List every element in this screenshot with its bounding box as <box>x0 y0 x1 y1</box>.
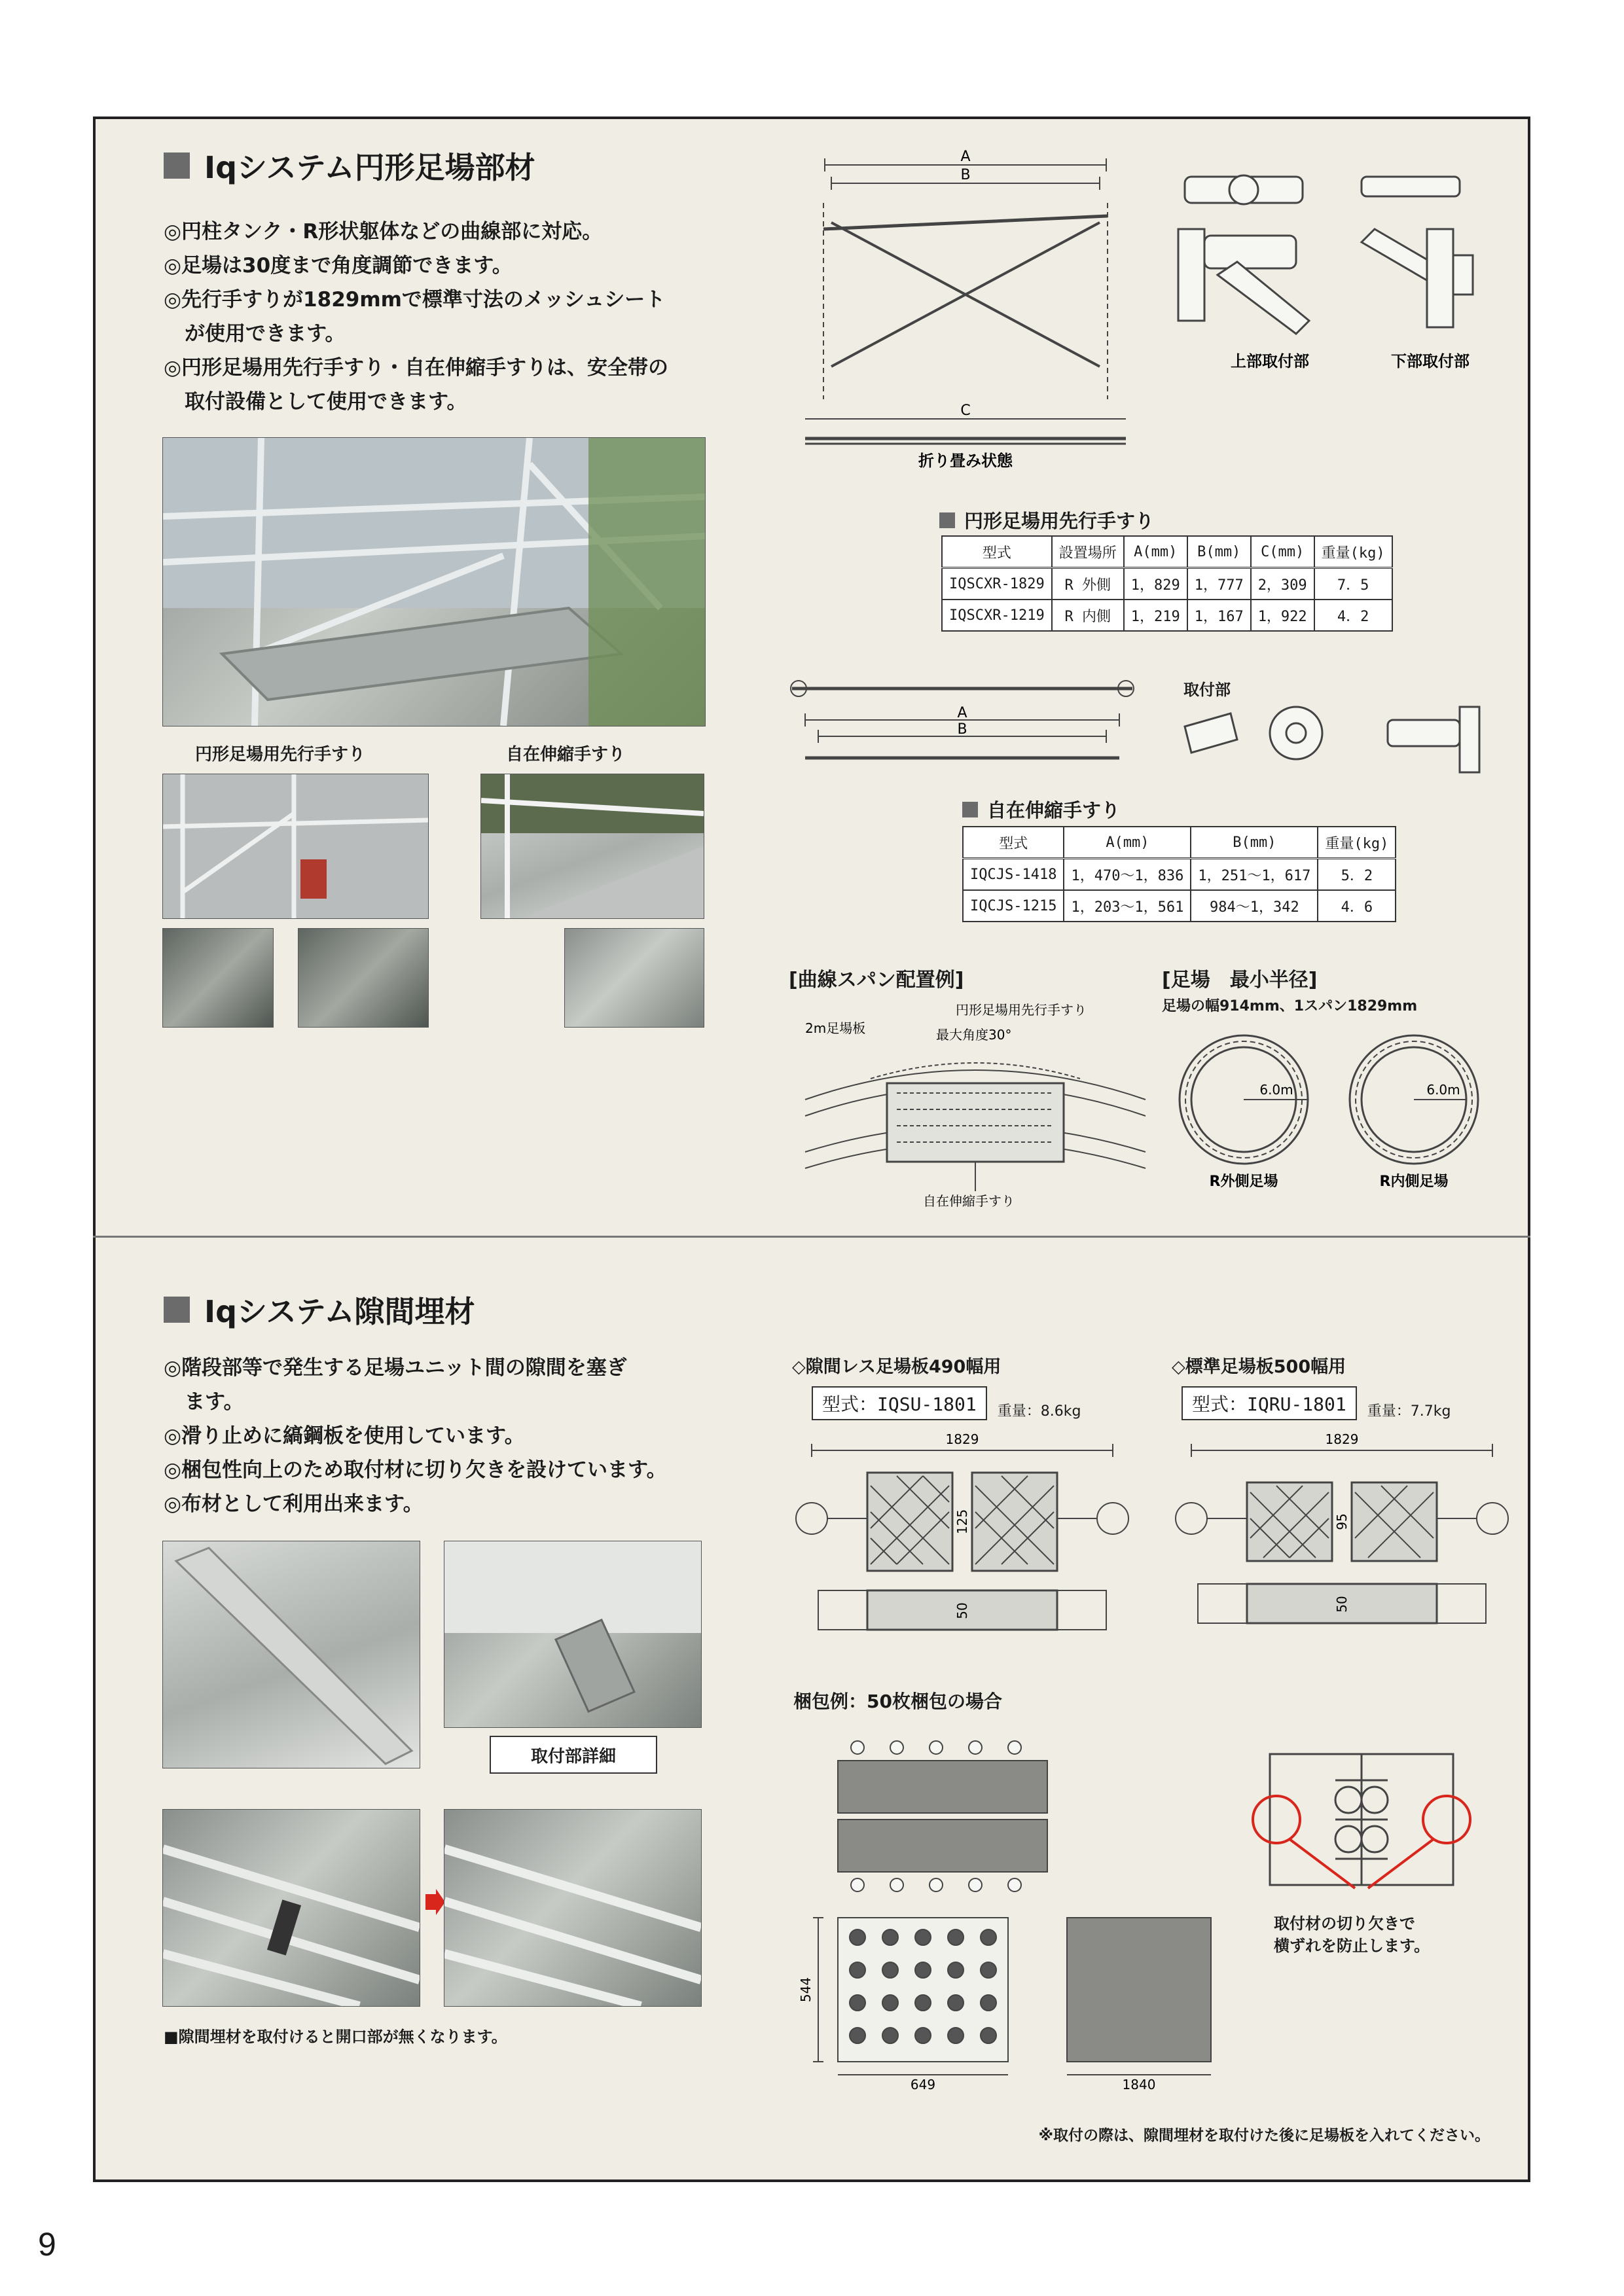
packing-drawing <box>798 1721 1224 2092</box>
bullet: ◎円形足場用先行手すり・自在伸縮手すりは、安全帯の <box>164 356 669 380</box>
attach-detail-caption-box: 取付部詳細 <box>490 1736 657 1774</box>
bullet: ◎滑り止めに縞鋼板を使用しています。 <box>164 1424 525 1448</box>
bullet: ◎足場は30度まで角度調節できます。 <box>164 254 513 278</box>
arrow-right-icon <box>425 1889 445 1915</box>
packing-dim-width1: 649 <box>910 2077 936 2092</box>
rail-label: 円形足場用先行手すり <box>956 1002 1087 1018</box>
radius-outer-value: 6.0m <box>1259 1082 1293 1098</box>
lower-mount-label: 下部取付部 <box>1391 352 1470 370</box>
min-radius-subtitle: 足場の幅914mm、1スパン1829mm <box>1162 998 1418 1014</box>
before-photo-illustration <box>163 1810 420 2006</box>
outer-scaffold-label: R外側足場 <box>1209 1174 1278 1190</box>
product1-weight: 重量：8.6kg <box>997 1403 1081 1420</box>
bullet: ◎階段部等で発生する足場ユニット間の隙間を塞ぎ <box>164 1356 627 1380</box>
title-square-icon <box>164 1297 190 1323</box>
packing-dim-height: 544 <box>798 1977 814 2003</box>
product1-model: 型式：IQSU-1801 <box>812 1386 987 1420</box>
product1-dim-height: 125 <box>954 1509 970 1535</box>
detail-photo-2 <box>298 928 429 1028</box>
upper-mount-label: 上部取付部 <box>1231 352 1309 370</box>
section2-bullets <box>164 1351 667 1521</box>
bullet: ◎布材として利用出来ます。 <box>164 1492 424 1516</box>
scaffold-photo-main <box>162 437 706 726</box>
filler-photo <box>162 1541 420 1768</box>
section2-title: Iqシステム隙間埋材 <box>164 1288 475 1331</box>
bullet: ◎先行手すりが1829mmで標準寸法のメッシュシート <box>164 288 666 312</box>
footnote: ※取付の際は、隙間埋材を取付けた後に足場板を入れてください。 <box>1038 2127 1490 2144</box>
photo-caption-rail: 円形足場用先行手すり <box>195 745 366 764</box>
notch-drawing <box>1244 1741 1479 1892</box>
telescopic-photo <box>480 774 704 919</box>
inner-scaffold-label: R内側足場 <box>1379 1174 1449 1190</box>
product1-model-row <box>812 1386 1081 1420</box>
dim-b-label: B <box>960 167 971 183</box>
bullet: が使用できます。 <box>185 322 346 346</box>
bottom-label: 自在伸縮手すり <box>923 1193 1015 1209</box>
product2-drawing <box>1172 1427 1512 1649</box>
folded-label: 折り畳み状態 <box>918 452 1013 470</box>
notch-note: 取付材の切り欠きで 横ずれを防止します。 <box>1274 1914 1430 1955</box>
product1-dim-height2: 50 <box>954 1602 970 1619</box>
product2-model: 型式：IQRU-1801 <box>1182 1386 1357 1420</box>
min-radius-title: [足場 最小半径] <box>1162 969 1318 992</box>
product1-title: ◇隙間レス足場板490幅用 <box>792 1357 1001 1377</box>
dim-b-label: B <box>957 721 967 738</box>
angle-label: 最大角度30° <box>936 1027 1012 1043</box>
attach-detail-photo <box>444 1541 702 1728</box>
attach-label: 取付部 <box>1183 681 1231 699</box>
table1-title: 円形足場用先行手すり <box>939 507 1154 533</box>
scaffold-photo-illustration <box>163 438 705 726</box>
bullet: 取付設備として使用できます。 <box>185 390 467 414</box>
telescopic-dimension-diagram <box>779 674 1146 772</box>
product2-dim-height2: 50 <box>1334 1596 1350 1613</box>
product2-title: ◇標準足場板500幅用 <box>1172 1357 1346 1377</box>
product1-dim-length: 1829 <box>945 1431 979 1447</box>
spec-table-rail <box>941 535 1393 632</box>
detail-photo-1 <box>162 928 274 1028</box>
title-square-icon <box>939 512 955 528</box>
telescopic-photo-illustration <box>481 774 704 918</box>
radius-inner-value: 6.0m <box>1426 1082 1460 1098</box>
curve-span-diagram <box>792 1001 1159 1211</box>
plank-label: 2m足場板 <box>805 1020 866 1036</box>
after-photo <box>444 1809 702 2007</box>
page-number: 9 <box>38 2226 56 2263</box>
section1-title: Iqシステム円形足場部材 <box>164 144 535 187</box>
before-photo <box>162 1809 420 2007</box>
title-square-icon <box>962 802 978 817</box>
photo-caption-telescopic: 自在伸縮手すり <box>506 745 626 764</box>
dim-a-label: A <box>960 149 971 165</box>
table-row: IQSCXR-1829 R 外側 1，829 1，777 2，309 7．5 <box>942 568 1392 600</box>
table-row: IQSCXR-1219 R 内側 1，219 1，167 1，922 4．2 <box>942 600 1392 631</box>
min-radius-diagram <box>1178 1034 1506 1198</box>
packing-dim-width2: 1840 <box>1122 2077 1156 2092</box>
spec-table-telescopic <box>962 826 1396 922</box>
product2-dim-height: 95 <box>1334 1513 1350 1530</box>
product2-weight: 重量：7.7kg <box>1367 1403 1451 1420</box>
table-row: IQCJS-1418 1，470〜1，836 1，251〜1，617 5．2 <box>963 859 1396 891</box>
bullet: ◎円柱タンク・R形状躯体などの曲線部に対応。 <box>164 220 603 243</box>
attach-detail-illustration <box>444 1541 701 1727</box>
table-header-row: 型式 A(mm) B(mm) 重量(kg) <box>963 827 1396 859</box>
product2-dim-length: 1829 <box>1325 1431 1359 1447</box>
bottom-left-note: ■隙間埋材を取付けると開口部が無くなります。 <box>164 2028 507 2046</box>
rail-photo-illustration <box>163 774 428 918</box>
detail-photo-3 <box>564 928 704 1028</box>
dim-c-label: C <box>960 403 971 419</box>
packing-title: 梱包例：50枚梱包の場合 <box>793 1691 1002 1712</box>
product2-model-row <box>1182 1386 1451 1420</box>
rail-mount-diagram <box>1165 157 1492 373</box>
rail-dimension-diagram <box>779 151 1146 478</box>
telescopic-mount-diagram <box>1178 700 1492 779</box>
curve-example-title: [曲線スパン配置例] <box>789 969 964 992</box>
filler-photo-illustration <box>163 1541 420 1768</box>
section1-bullets <box>164 215 668 419</box>
table-header-row: 型式 設置場所 A(mm) B(mm) C(mm) 重量(kg) <box>942 536 1392 568</box>
after-photo-illustration <box>444 1810 701 2006</box>
dim-a-label: A <box>957 705 967 721</box>
table-row: IQCJS-1215 1，203〜1，561 984〜1，342 4．6 <box>963 890 1396 922</box>
product1-drawing <box>792 1427 1132 1649</box>
bullet: ◎梱包性向上のため取付材に切り欠きを設けています。 <box>164 1458 667 1482</box>
bullet: ます。 <box>185 1390 244 1414</box>
table2-title: 自在伸縮手すり <box>962 796 1120 823</box>
section-divider <box>93 1236 1530 1238</box>
rail-photo <box>162 774 429 919</box>
title-square-icon <box>164 152 190 179</box>
